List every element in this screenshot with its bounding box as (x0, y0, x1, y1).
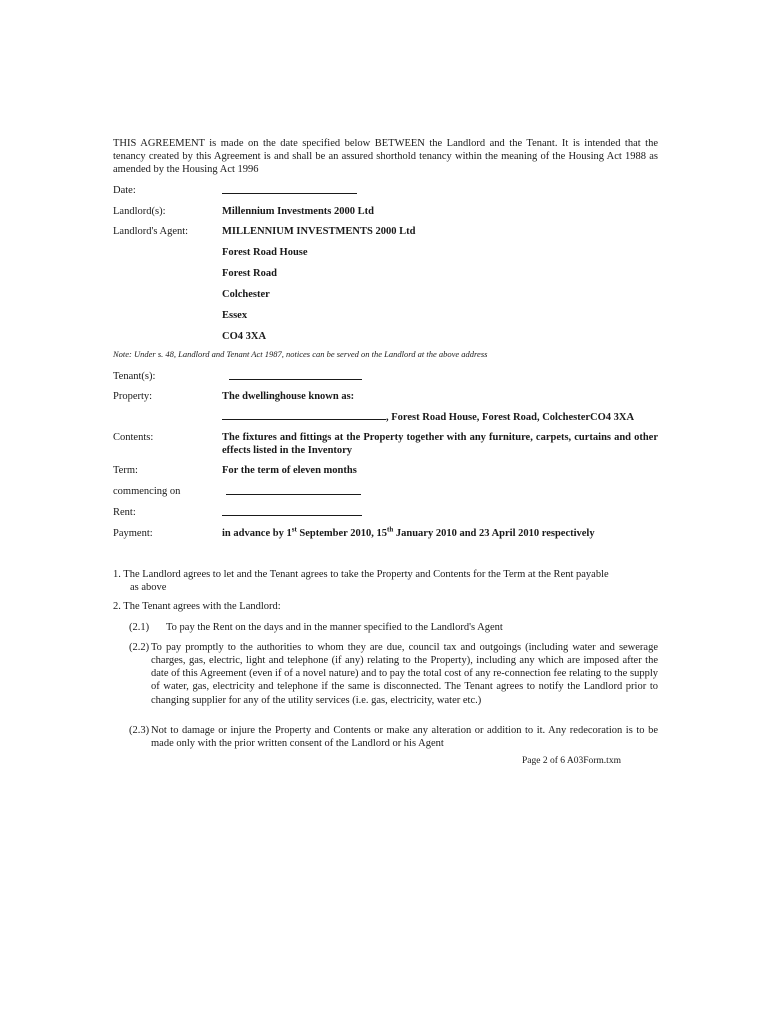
property-address-text: , Forest Road House, Forest Road, ColchesterCO4 3XA (386, 412, 635, 423)
contents-value: The fixtures and fittings at the Property together with any furniture, carpets, curtains and other effects listed in the Inventory (222, 432, 658, 457)
payment-value (222, 527, 658, 540)
subclause-text: To pay the Rent on the days and in the manner specified to the Landlord's Agent (166, 622, 503, 633)
subclause-number: (2.1) (129, 622, 150, 633)
agent-line: Colchester (222, 289, 270, 300)
date-blank (222, 184, 658, 198)
subclause-number: (2.2) (129, 642, 150, 653)
property-value: The dwellinghouse known as: (222, 391, 355, 402)
term-value: For the term of eleven months (222, 465, 357, 476)
agent-label: Landlord's Agent: (113, 226, 189, 237)
rent-blank (222, 506, 658, 520)
property-label: Property: (113, 391, 153, 402)
ordinal-suffix: th (387, 525, 394, 534)
agent-line: CO4 3XA (222, 331, 267, 342)
payment-label: Payment: (113, 528, 153, 539)
landlord-value: Millennium Investments 2000 Ltd (222, 206, 374, 217)
ordinal-suffix: st (291, 525, 297, 534)
commencing-label: commencing on (113, 486, 181, 497)
tenant-label: Tenant(s): (113, 371, 156, 382)
clause-1-continuation: as above (130, 582, 167, 594)
term-label: Term: (113, 465, 138, 476)
rent-label: Rent: (113, 507, 136, 518)
subclause-2-3 (129, 724, 658, 750)
property-blank (222, 410, 386, 420)
payment-text-mid: September 2010, 15 (296, 528, 388, 539)
payment-text-end: January 2010 and 23 April 2010 respectively (393, 528, 595, 539)
tenant-blank (222, 370, 658, 384)
clause-1 (113, 568, 658, 594)
commencing-blank (222, 485, 658, 499)
subclause-text: Not to damage or injure the Property and Contents or make any alteration or addition to it. Any redecoration is to be made only with the prior written consent of the Landlord or his Agent (151, 725, 658, 750)
clause-1-text: 1. The Landlord agrees to let and the Tenant agrees to take the Property and Contents for the Term at the Rent payable (113, 569, 609, 580)
subclause-text: To pay promptly to the authorities to whom they are due, council tax and outgoings (including water and sewerage charges, gas, electric, light and telephone (if any) relating to the Property), including any which are imposed after the date of this Agreement (even if of a novel nature) and to pay the total cost of any re-connection fee relating to the supply of water, gas, electricity and telephone if the same is disconnected. The Tenant agrees to notify the Landlord prior to changing supplier for any of the utility services (i.e. gas, electricity, water etc.) (151, 642, 658, 706)
intro-paragraph: THIS AGREEMENT is made on the date specified below BETWEEN the Landlord and the Tenant. It is intended that the tenancy created by this Agreement is and shall be an assured shorthold tenancy within the meaning of the Housing Act 1988 as amended by the Housing Act 1996 (113, 138, 658, 176)
subclause-2-1 (129, 621, 658, 634)
date-label: Date: (113, 185, 136, 196)
agent-line: Essex (222, 310, 248, 321)
contents-label: Contents: (113, 432, 154, 443)
clause-2: 2. The Tenant agrees with the Landlord: (113, 601, 281, 612)
landlord-label: Landlord(s): (113, 206, 166, 217)
agent-line: Forest Road (222, 268, 277, 279)
agent-address (222, 225, 658, 351)
subclause-number: (2.3) (129, 725, 150, 736)
page-footer: Page 2 of 6 A03Form.txm (522, 756, 621, 766)
agent-line: MILLENNIUM INVESTMENTS 2000 Ltd (222, 226, 416, 237)
payment-text-start: in advance by 1 (222, 528, 292, 539)
property-address (222, 410, 658, 424)
subclause-2-2 (129, 641, 658, 707)
notice-note: Note: Under s. 48, Landlord and Tenant Act 1987, notices can be served on the Landlord at the above address (113, 349, 488, 359)
agent-line: Forest Road House (222, 247, 308, 258)
